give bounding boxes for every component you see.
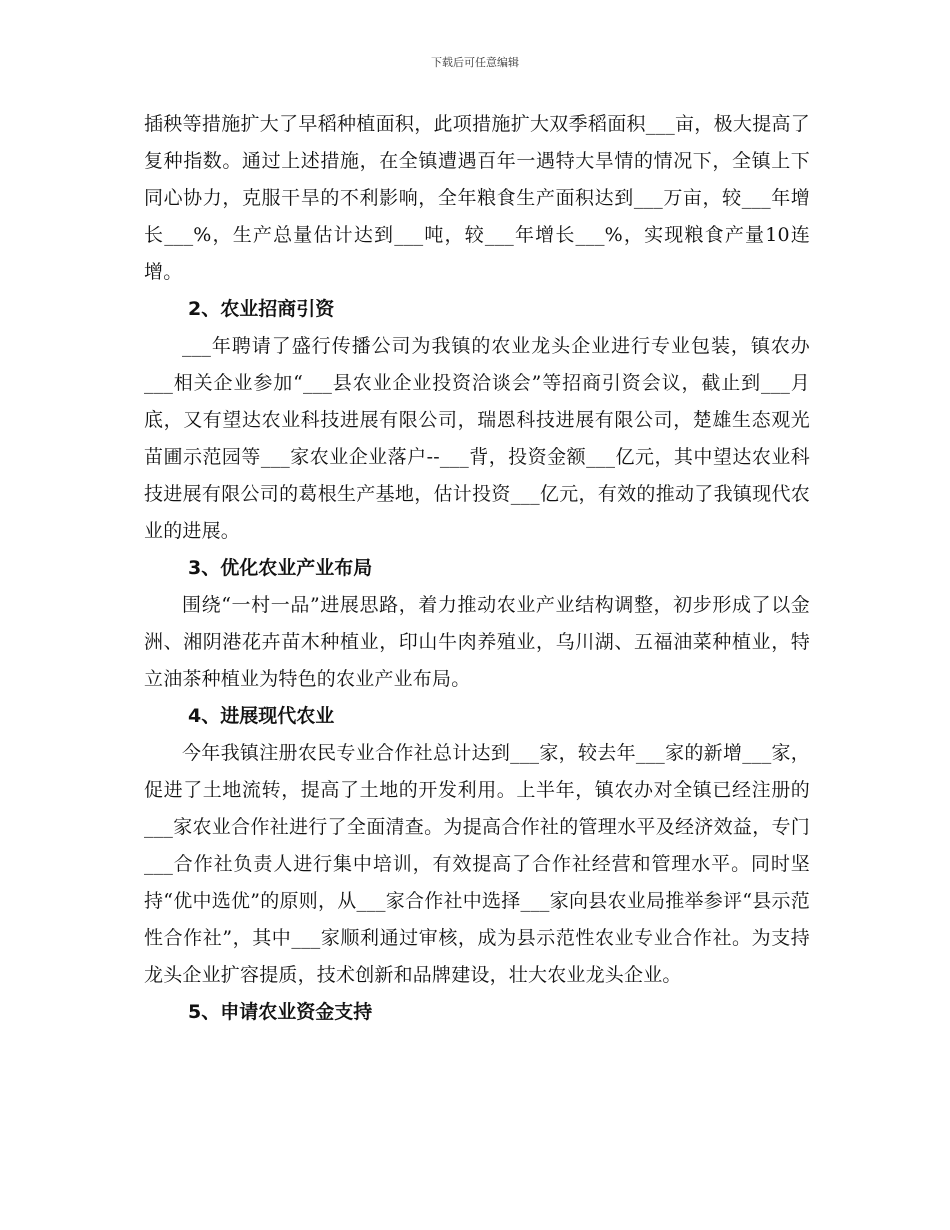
paragraph-industry-layout: 围绕“一村一品”进展思路，着力推动农业产业结构调整，初步形成了以金洲、湘阴港花卉苗木种植业，印山牛肉养殖业，乌川湖、五福油菜种植业，特立油茶种植业为特色的农业产业布局。 (144, 594, 810, 690)
document-body (144, 106, 810, 1031)
heading-industry-layout: 3、优化农业产业布局 (188, 557, 373, 579)
heading-funding-support: 5、申请农业资金支持 (188, 1001, 373, 1023)
heading-investment: 2、农业招商引资 (188, 298, 335, 320)
header-note: 下载后可任意编辑 (431, 56, 519, 69)
heading-modern-agriculture: 4、进展现代农业 (188, 705, 335, 727)
paragraph-grain-production: 插秧等措施扩大了早稻种植面积，此项措施扩大双季稻面积___亩，极大提高了复种指数。通过上述措施，在全镇遭遇百年一遇特大旱情的情况下，全镇上下同心协力，克服干旱的不利影响，全年粮食生产面积达到___万亩，较___年增长___%，生产总量估计达到___吨，较___年增长___%，实现粮食产量10连增。 (144, 113, 810, 283)
paragraph-investment: ___年聘请了盛行传播公司为我镇的农业龙头企业进行专业包装，镇农办___相关企业参加“___县农业企业投资洽谈会”等招商引资会议，截止到___月底，又有望达农业科技进展有限公司，瑞恩科技进展有限公司，楚雄生态观光苗圃示范园等___家农业企业落户--___背，投资金额___亿元，其中望达农业科技进展有限公司的葛根生产基地，估计投资___亿元，有效的推动了我镇现代农业的进展。 (144, 335, 810, 542)
paragraph-modern-agriculture: 今年我镇注册农民专业合作社总计达到___家，较去年___家的新增___家，促进了土地流转，提高了土地的开发利用。上半年，镇农办对全镇已经注册的___家农业合作社进行了全面清查。为提高合作社的管理水平及经济效益，专门___合作社负责人进行集中培训，有效提高了合作社经营和管理水平。同时坚持“优中选优”的原则，从___家合作社中选择___家向县农业局推举参评“县示范性合作社”，其中___家顺利通过审核，成为县示范性农业专业合作社。为支持龙头企业扩容提质，技术创新和品牌建设，壮大农业龙头企业。 (144, 742, 810, 986)
